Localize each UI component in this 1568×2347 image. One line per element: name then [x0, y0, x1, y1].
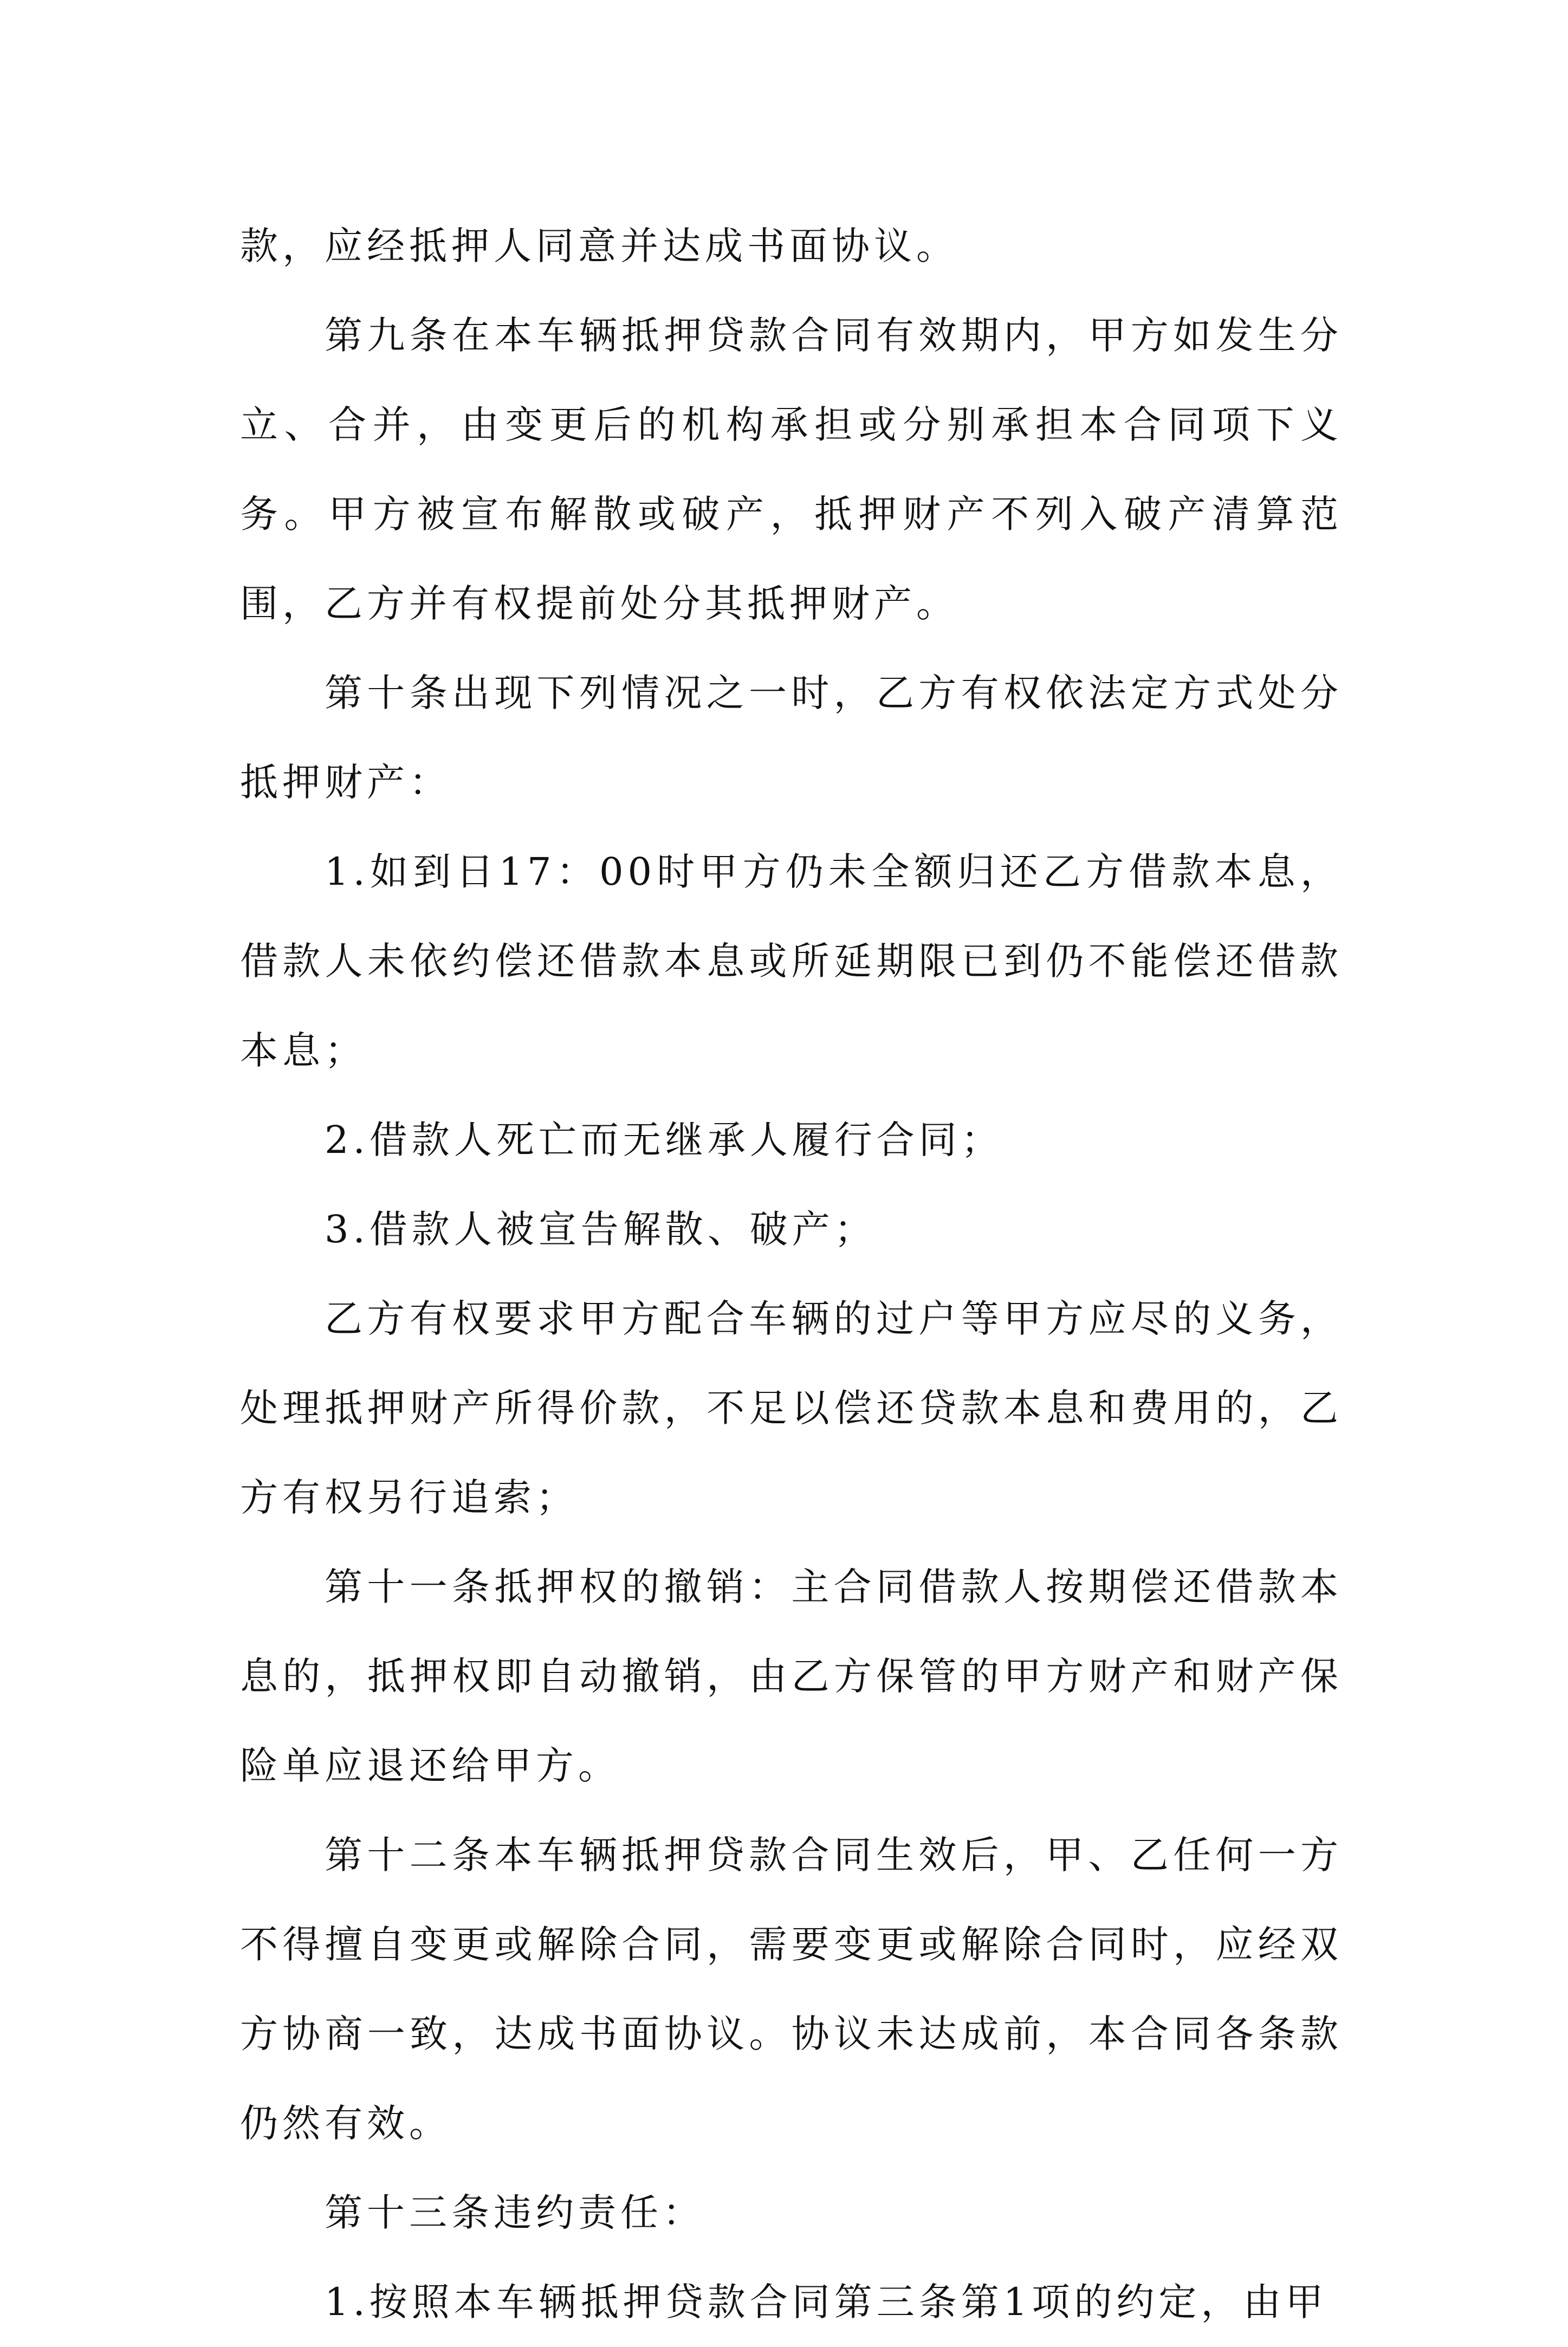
paragraph-continuation: 款，应经抵押人同意并达成书面协议。: [240, 224, 958, 268]
paragraph-item-2: 2.借款人死亡而无继承人履行合同；: [325, 1118, 1003, 1162]
paragraph-article-13: 第十三条违约责任：: [325, 2190, 705, 2235]
paragraph-recourse: 乙方有权要求甲方配合车辆的过户等甲方应尽的义务，处理抵押财产所得价款，不足以偿还贷款本息和费用的，乙方有权另行追索；: [240, 1296, 1343, 1520]
paragraph-item-3: 3.借款人被宣告解散、破产；: [325, 1207, 877, 1252]
paragraph-article-10: 第十条出现下列情况之一时，乙方有权依法定方式处分抵押财产：: [240, 671, 1343, 805]
paragraph-article-13-item-1: 1.按照本车辆抵押贷款合同第三条第1项的约定，由甲: [325, 2280, 1328, 2324]
paragraph-item-1: 1.如到日17：00时甲方仍未全额归还乙方借款本息，借款人未依约偿还借款本息或所延期限已到仍不能偿还借款本息；: [240, 850, 1343, 1073]
paragraph-article-11: 第十一条抵押权的撤销：主合同借款人按期偿还借款本息的，抵押权即自动撤销，由乙方保管的甲方财产和财产保险单应退还给甲方。: [240, 1565, 1343, 1788]
paragraph-article-12: 第十二条本车辆抵押贷款合同生效后，甲、乙任何一方不得擅自变更或解除合同，需要变更或解除合同时，应经双方协商一致，达成书面协议。协议未达成前，本合同各条款仍然有效。: [240, 1833, 1343, 2145]
paragraph-article-9: 第九条在本车辆抵押贷款合同有效期内，甲方如发生分立、合并，由变更后的机构承担或分别承担本合同项下义务。甲方被宣布解散或破产，抵押财产不列入破产清算范围，乙方并有权提前处分其抵押财产。: [240, 313, 1343, 626]
document-body: [240, 202, 1343, 2347]
